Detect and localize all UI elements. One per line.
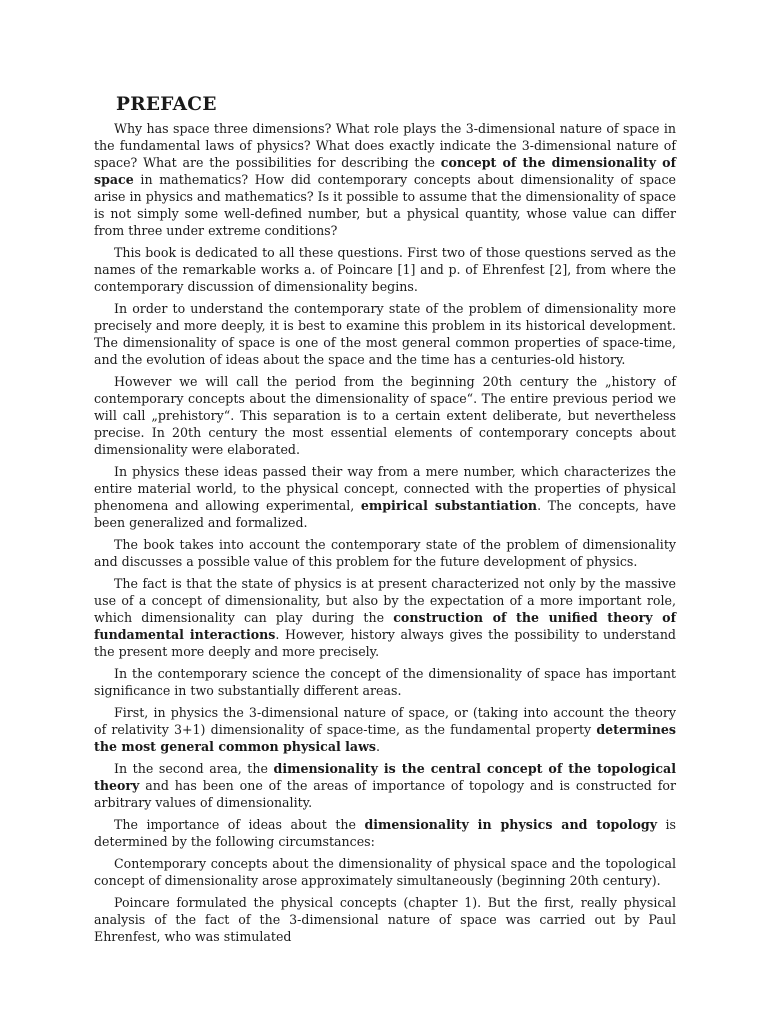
emphasis-text: determines the most general common physical laws xyxy=(94,722,676,754)
paragraph-7 xyxy=(94,575,676,660)
paragraph-9 xyxy=(94,704,676,755)
paragraph-5 xyxy=(94,463,676,531)
body-text: In the second area, the xyxy=(114,761,274,776)
body-text: In the contemporary science the concept of the dimensionality of space has important significance in two substantially different areas. xyxy=(94,666,676,698)
emphasis-text: dimensionality is the central concept of the topological theory xyxy=(94,761,676,793)
body-text: In physics these ideas passed their way from a mere number, which characterizes the entire material world, to the physical concept, connected with the properties of physical phenomena and allowing experimental, xyxy=(94,464,676,513)
paragraph-3 xyxy=(94,300,676,368)
paragraph-10 xyxy=(94,760,676,811)
emphasis-text: empirical substantiation xyxy=(360,498,538,513)
body-text: The fact is that the state of physics is at present characterized not only by the massive use of a concept of dimensionality, but also by the expectation of a more important role, which dimensionality can play during the xyxy=(94,576,676,625)
page-title: PREFACE xyxy=(116,94,217,115)
body-text: This book is dedicated to all these questions. First two of those questions served as the names of the remarkable works a. of Poincare [1] and p. of Ehrenfest [2], from where the contemporary discussion of dimensionality begins. xyxy=(94,245,676,294)
body-text: Poincare formulated the physical concepts (chapter 1). But the first, really physical analysis of the fact of the 3-dimensional nature of space was carried out by Paul Ehrenfest, who was stimulated xyxy=(94,895,676,944)
body-text: is determined by the following circumstances: xyxy=(94,817,676,849)
body-text: In order to understand the contemporary state of the problem of dimensionality more precisely and more deeply, it is best to examine this problem in its historical development. The dimensionality of space is one of the most general common properties of space-time, and the evolution of ideas about the space and the time has a centuries-old history. xyxy=(94,301,676,367)
body-text: . The concepts, have been generalized and formalized. xyxy=(94,498,676,530)
body-text: However we will call the period from the beginning 20th century the „history of contemporary concepts about the dimensionality of space“. The entire previous period we will call „prehistory“. This separation is to a certain extent deliberate, but nevertheless precise. In 20th century the most essential elements of contemporary concepts about dimensionality were elaborated. xyxy=(94,374,676,457)
paragraph-4 xyxy=(94,373,676,458)
emphasis-text: construction of the unified theory of fundamental interactions xyxy=(94,610,676,642)
body-text: . xyxy=(376,739,381,754)
emphasis-text: dimensionality in physics and topology xyxy=(364,817,658,832)
body-text: in mathematics? How did contemporary concepts about dimensionality of space arise in physics and mathematics? Is it possible to assume that the dimensionality of space is not simply some well-defined number, but a physical quantity, whose value can differ from three under extreme conditions? xyxy=(94,172,676,238)
body-text: Why has space three dimensions? What role plays the 3-dimensional nature of space in the fundamental laws of physics? What does exactly indicate the 3-dimensional nature of space? What are the possibilities for describing the xyxy=(94,121,676,170)
body-text: . However, history always gives the possibility to understand the present more deeply and more precisely. xyxy=(94,627,676,659)
paragraph-2 xyxy=(94,244,676,295)
paragraph-6 xyxy=(94,536,676,570)
paragraph-1 xyxy=(94,120,676,239)
document-page xyxy=(94,94,676,950)
body-text: and has been one of the areas of importance of topology and is constructed for arbitrary values of dimensionality. xyxy=(94,778,676,810)
paragraph-13 xyxy=(94,894,676,945)
paragraph-11 xyxy=(94,816,676,850)
body-text: The book takes into account the contemporary state of the problem of dimensionality and discusses a possible value of this problem for the future development of physics. xyxy=(94,537,676,569)
paragraph-8 xyxy=(94,665,676,699)
body-text: Contemporary concepts about the dimensionality of physical space and the topological concept of dimensionality arose approximately simultaneously (beginning 20th century). xyxy=(94,856,676,888)
body-text: First, in physics the 3-dimensional nature of space, or (taking into account the theory of relativity 3+1) dimensionality of space-time, as the fundamental property xyxy=(94,705,676,737)
preface-body xyxy=(94,120,676,945)
body-text: The importance of ideas about the xyxy=(114,817,365,832)
paragraph-12 xyxy=(94,855,676,889)
emphasis-text: concept of the dimensionality of space xyxy=(94,155,676,187)
